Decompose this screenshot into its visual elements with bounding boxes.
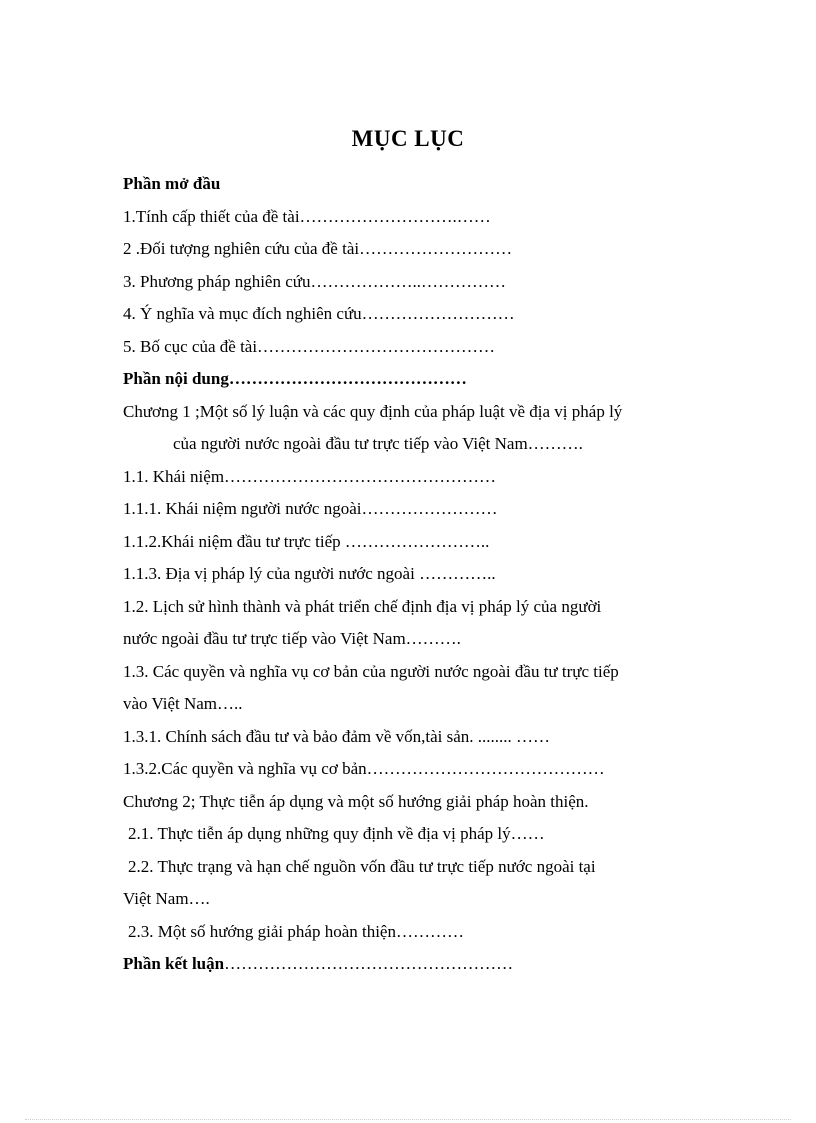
toc-entry: 1.3. Các quyền và nghĩa vụ cơ bản của người nước ngoài đầu tư trực tiếp <box>123 661 619 681</box>
page-title: MỤC LỤC <box>351 126 465 151</box>
toc-section-conclusion <box>123 948 703 981</box>
toc-entry: 2 .Đối tượng nghiên cứu của đề tài……………………… <box>123 239 513 258</box>
toc-entry: 1.Tính cấp thiết của đề tài……………………….…… <box>123 206 491 226</box>
toc-entry: 1.1. Khái niệm………………………………………… <box>123 466 497 486</box>
toc-entry: 1.1.1. Khái niệm người nước ngoài…………………… <box>123 499 498 518</box>
page-bottom-divider <box>25 1119 791 1120</box>
toc-entry: 2.1. Thực tiễn áp dụng những quy định về địa vị pháp lý…… <box>128 824 545 843</box>
toc-entry: 1.2. Lịch sử hình thành và phát triển chế định địa vị pháp lý của người <box>123 596 602 616</box>
toc-section-content: Phần nội dung…………………………………… <box>123 369 467 388</box>
toc-entry: 2.3. Một số hướng giải pháp hoàn thiện………… <box>128 921 464 941</box>
table-of-contents <box>123 168 703 981</box>
toc-entry: 1.3.1. Chính sách đầu tư và bảo đảm về vốn,tài sản. ........ …… <box>123 726 551 746</box>
toc-section-intro: Phần mở đầu <box>123 174 221 193</box>
toc-entry-continued: nước ngoài đầu tư trực tiếp vào Việt Nam………. <box>123 629 461 648</box>
conclusion-label: Phần kết luận <box>123 954 225 973</box>
toc-entry: 5. Bố cục của đề tài…………………………………… <box>123 336 496 356</box>
toc-entry-continued: Việt Nam…. <box>123 889 210 908</box>
toc-entry: 3. Phương pháp nghiên cứu………………..…………… <box>123 271 506 291</box>
toc-entry: 2.2. Thực trạng và hạn chế nguồn vốn đầu tư trực tiếp nước ngoài tại <box>128 856 596 876</box>
toc-chapter-2: Chương 2; Thực tiễn áp dụng và một số hướng giải pháp hoàn thiện. <box>123 791 589 811</box>
conclusion-dots: …………………………………………… <box>224 954 514 973</box>
toc-entry-continued: vào Việt Nam….. <box>123 694 243 713</box>
toc-chapter-1: Chương 1 ;Một số lý luận và các quy định của pháp luật về địa vị pháp lý <box>123 401 623 421</box>
toc-entry: 1.1.2.Khái niệm đầu tư trực tiếp …………………….. <box>123 531 490 551</box>
toc-entry: 1.3.2.Các quyền và nghĩa vụ cơ bản…………………………………… <box>123 759 605 778</box>
toc-chapter-1-continued: của người nước ngoài đầu tư trực tiếp vào Việt Nam………. <box>173 434 583 453</box>
toc-entry: 4. Ý nghĩa và mục đích nghiên cứu……………………… <box>123 304 515 323</box>
toc-entry: 1.1.3. Địa vị pháp lý của người nước ngoài ………….. <box>123 564 496 583</box>
